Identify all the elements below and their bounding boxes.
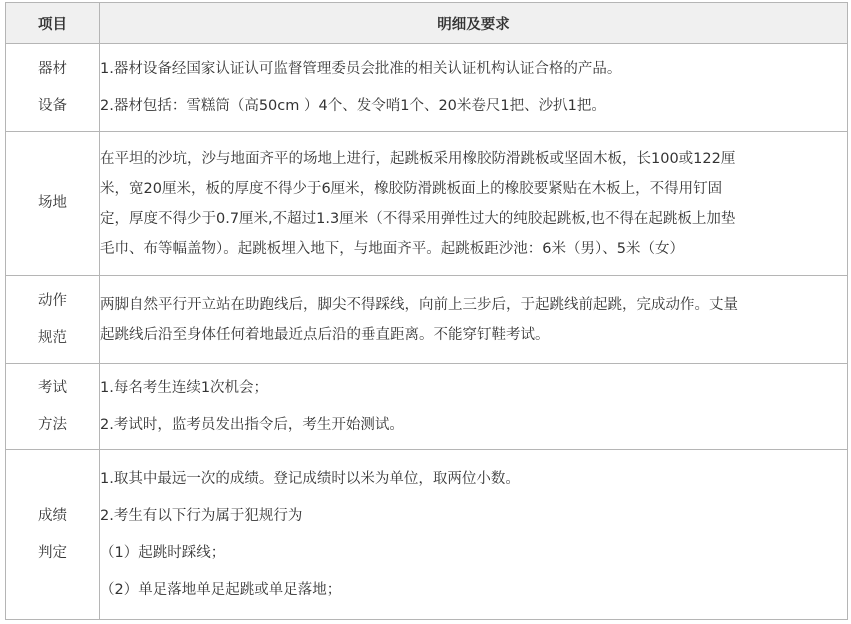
table-row-scoring (6, 450, 848, 620)
header-details: 明细及要求 (100, 3, 848, 44)
content-line: 1.器材设备经国家认证认可监督管理委员会批准的相关认证机构认证合格的产品。 (100, 60, 622, 77)
label-line: 设备 (38, 97, 67, 114)
content-line: 2.考生有以下行为属于犯规行为 (100, 507, 303, 524)
row-content (100, 276, 848, 364)
label-line: 考试 (38, 379, 67, 396)
row-label (6, 132, 100, 276)
label-line: 规范 (38, 329, 67, 346)
label-line: 方法 (38, 416, 67, 433)
table-row-method (6, 364, 848, 450)
row-label (6, 276, 100, 364)
exam-spec-table (5, 2, 848, 620)
row-content (100, 44, 848, 132)
row-content (100, 450, 848, 620)
table-row-equipment (6, 44, 848, 132)
row-label (6, 450, 100, 620)
content-line: （1）起跳时踩线； (100, 544, 226, 561)
content-line: 2.器材包括：雪糕筒（高50cm ）4个、发令哨1个、20米卷尺1把、沙扒1把。 (100, 97, 606, 114)
table-row-venue (6, 132, 848, 276)
label-line: 判定 (38, 544, 67, 561)
header-item: 项目 (6, 3, 100, 44)
content-line: 起跳线后沿至身体任何着地最近点后沿的垂直距离。不能穿钉鞋考试。 (100, 326, 550, 343)
label-line: 动作 (38, 292, 67, 309)
content-line: 米，宽20厘米，板的厚度不得少于6厘米，橡胶防滑跳板面上的橡胶要紧贴在木板上，不得用钉固 (100, 180, 723, 197)
content-line: 1.取其中最远一次的成绩。登记成绩时以米为单位，取两位小数。 (100, 470, 520, 487)
content-line: （2）单足落地单足起跳或单足落地； (100, 581, 342, 598)
label-line: 场地 (38, 195, 67, 211)
content-line: 2.考试时，监考员发出指令后，考生开始测试。 (100, 416, 404, 433)
row-label (6, 44, 100, 132)
content-line: 两脚自然平行开立站在助跑线后，脚尖不得踩线，向前上三步后，于起跳线前起跳，完成动作。丈量 (100, 296, 738, 313)
content-line: 定，厚度不得少于0.7厘米,不超过1.3厘米（不得采用弹性过大的纯胶起跳板,也不得在起跳板上加垫 (100, 210, 736, 227)
row-content (100, 132, 848, 276)
label-line: 成绩 (38, 507, 67, 524)
row-label (6, 364, 100, 450)
content-line: 在平坦的沙坑，沙与地面齐平的场地上进行，起跳板采用橡胶防滑跳板或坚固木板，长100或122厘 (100, 150, 736, 167)
table-header-row (6, 3, 848, 44)
content-line: 1.每名考生连续1次机会； (100, 379, 269, 396)
table-row-technique (6, 276, 848, 364)
row-content (100, 364, 848, 450)
content-line: 毛巾、布等幅盖物）。起跳板埋入地下，与地面齐平。起跳板距沙池：6米（男）、5米（女） (100, 240, 684, 257)
label-line: 器材 (38, 60, 67, 77)
